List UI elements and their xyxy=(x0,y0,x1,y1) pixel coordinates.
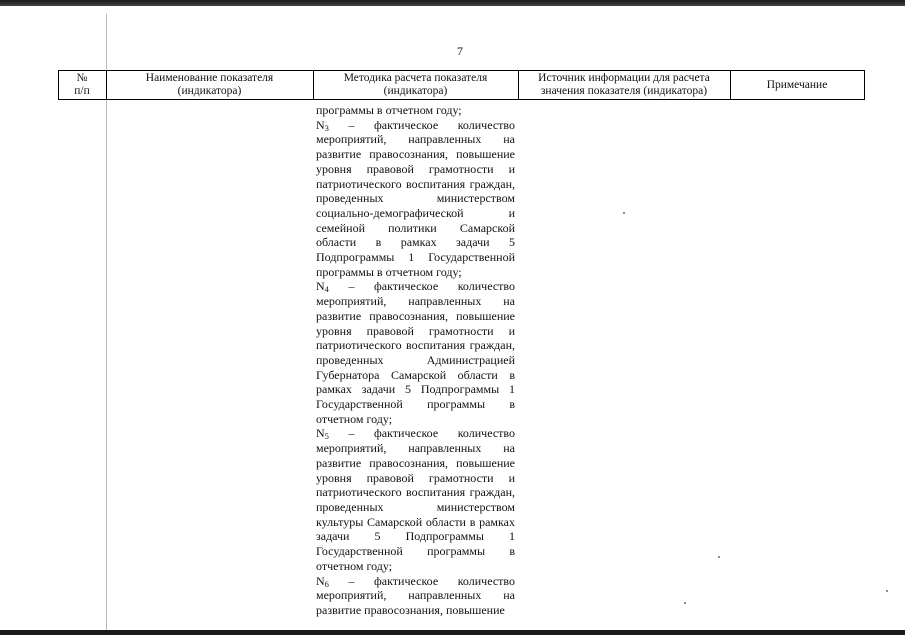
variable-definition: – фактическое количество мероприятий, направленных на развитие правосознания, повышение уровня правовой грамотности и патриотического воспитания граждан, проведенных Администрацией Губернатора Самарской области в рамках задачи 5 Подпрограммы 1 Государственной программы в отчетном году; xyxy=(316,279,515,426)
variable-subscript: 4 xyxy=(324,284,329,295)
header-cell-method xyxy=(313,72,518,98)
method-item xyxy=(316,279,515,426)
table-header-bottom-rule xyxy=(58,99,864,100)
header-line: Источник информации для расчета xyxy=(538,72,710,84)
variable-symbol: N xyxy=(316,426,325,441)
variable-symbol: N xyxy=(316,117,325,132)
header-cell-indicator-name xyxy=(106,72,313,98)
header-line: (индикатора) xyxy=(177,85,242,97)
variable-symbol: N xyxy=(316,573,325,588)
method-continuation: программы в отчетном году; xyxy=(316,103,462,117)
variable-definition: – фактическое количество мероприятий, направленных на развитие правосознания, повышение уровня правовой грамотности и патриотического воспитания граждан, проведенных министерством социально-демографической и семейной политики Самарской области в рамках задачи 5 Подпрограммы 1 Государственной программы в отчетном году; xyxy=(316,117,515,279)
header-line: № xyxy=(76,72,88,84)
header-line: Наименование показателя xyxy=(145,72,274,84)
header-line: (индикатора) xyxy=(383,85,448,97)
header-cell-source xyxy=(518,72,730,98)
variable-symbol: N xyxy=(316,279,325,294)
header-line: значения показателя (индикатора) xyxy=(540,85,708,97)
binding-margin-line xyxy=(106,14,107,630)
table-header-top-rule xyxy=(58,70,864,71)
scan-speck xyxy=(623,212,625,214)
variable-definition: – фактическое количество мероприятий, направленных на развитие правосознания, повышение xyxy=(316,573,515,617)
header-line: Примечание xyxy=(766,78,828,91)
variable-definition: – фактическое количество мероприятий, направленных на развитие правосознания, повышение уровня правовой грамотности и патриотического воспитания граждан, проведенных министерством культуры Самарской области в рамках задачи 5 Подпрограммы 1 Государственной программы в отчетном году; xyxy=(316,426,515,573)
variable-subscript: 6 xyxy=(324,578,329,589)
scan-speck xyxy=(886,590,888,592)
page-bottom-border xyxy=(0,630,905,635)
method-item xyxy=(316,426,515,573)
variable-subscript: 3 xyxy=(324,122,329,133)
header-cell-note xyxy=(730,72,864,98)
table-col-divider xyxy=(864,70,865,100)
page-top-border xyxy=(0,0,905,6)
variable-subscript: 5 xyxy=(324,431,329,442)
page-number: 7 xyxy=(457,44,463,58)
scan-speck xyxy=(684,602,686,604)
header-cell-number xyxy=(58,72,106,98)
scan-speck xyxy=(718,556,720,558)
method-item xyxy=(316,118,515,280)
header-line: Методика расчета показателя xyxy=(343,72,488,84)
method-column-text xyxy=(316,103,515,618)
header-line: п/п xyxy=(74,85,90,97)
method-item xyxy=(316,574,515,618)
